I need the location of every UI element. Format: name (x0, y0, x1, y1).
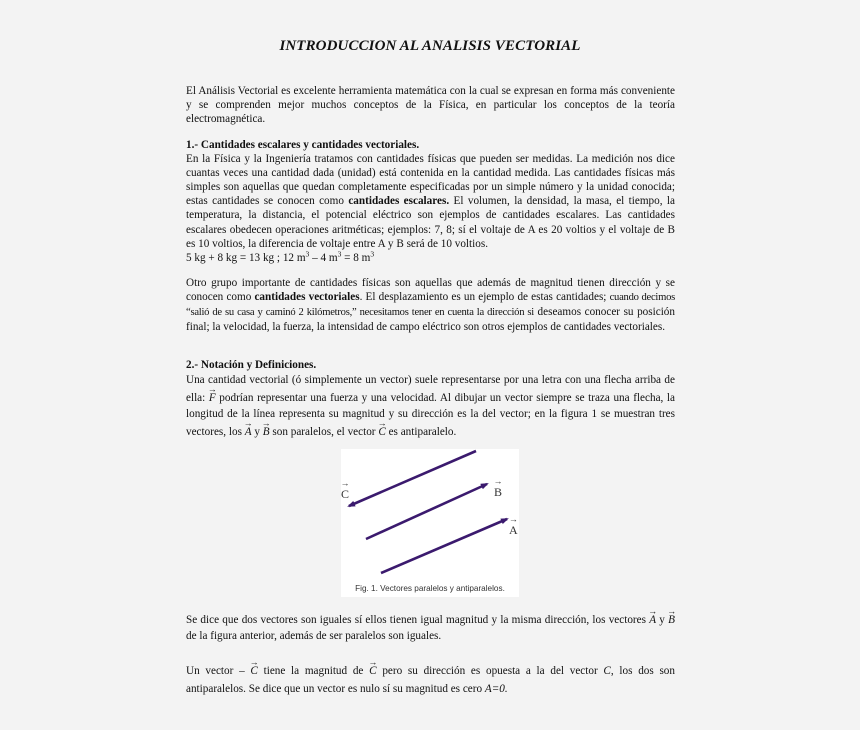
section-2-heading: 2.- Notación y Definiciones. (186, 359, 317, 371)
vector-C-symbol: → C (369, 660, 376, 680)
vectors-diagram (341, 449, 519, 597)
label-C: → C (341, 487, 349, 502)
label-A: → A (509, 523, 518, 538)
conjunction: y (251, 426, 263, 439)
example-part: = 8 m (341, 251, 371, 264)
antiparallel-text-d: , los dos son antiparalelos. Se dice que un vector es nulo sí su magnitud es cero (186, 665, 675, 695)
vector-term: cantidades vectoriales (254, 291, 360, 304)
section-2-text: Una cantidad vectorial (ó simplemente un vector) suele representarse por una letra con una flecha arriba de ella: (186, 374, 675, 405)
label-B: → B (494, 485, 502, 500)
exponent: 3 (305, 249, 310, 259)
equal-text-end: de la figura anterior, además de ser paralelos son iguales. (186, 630, 442, 642)
scalar-term: cantidades escalares. (348, 195, 450, 208)
antiparallel-paragraph (186, 660, 675, 698)
vector-A-symbol: → A (649, 610, 656, 628)
null-vector-equation: A=0. (484, 683, 508, 695)
antiparallel-text: Un vector (186, 665, 240, 677)
section-1-text-cont: El volumen, la densidad, la masa, el tiempo, la temperatura, la distancia, el potencial eléctrico son ejemplos de cantidades escalares. Las cantidades escalares obedecen operaciones aritméticas; ejemplos: 7, 8; sí el voltaje de A es 20 voltios y el voltaje de B es 10 voltios, la diferencia de voltaje entre A y B será de 10 voltios. (186, 195, 675, 250)
equal-vectors-paragraph (186, 610, 675, 644)
section-2 (186, 358, 675, 440)
example-part: – 4 m (309, 251, 338, 264)
section-2-text-e: es antiparalelo. (385, 426, 457, 439)
section-1-heading: 1.- Cantidades escalares y cantidades vectoriales. (186, 139, 420, 151)
exponent: 3 (370, 249, 375, 259)
section-1 (186, 138, 675, 265)
vector-C-letter: C (603, 665, 611, 677)
section-2-text-cont: podrían representar una fuerza y una velocidad. Al dibujar un vector siempre se traza una flecha, la longitud de la línea representa su magnitud y su dirección es la del vector; en la figura 1 se muestran tres vectores, los (186, 392, 675, 439)
vector-A-symbol: → A (245, 422, 252, 440)
intro-paragraph: El Análisis Vectorial es excelente herramienta matemática con la cual se expresan en forma más conveniente y se comprenden mejor muchos conceptos de la Física, en particular los conceptos de la teoría electromagnética. (186, 85, 675, 126)
vector-paragraph (186, 276, 675, 334)
vector-B-symbol: → B (668, 610, 675, 628)
vector-A-arrow (381, 519, 507, 573)
exponent: 3 (337, 249, 342, 259)
figure-caption: Fig. 1. Vectores paralelos y antiparalelos. (355, 584, 505, 593)
section-1-body (186, 152, 675, 251)
vector-B-arrow (366, 484, 487, 539)
equal-text: Se dice que dos vectores son iguales sí ellos tienen igual magnitud y la misma dirección, los vectores (186, 614, 650, 626)
section-2-text-d: son paralelos, el vector (269, 426, 379, 439)
minus-sign: – (239, 665, 251, 677)
scalar-example (186, 251, 675, 265)
section-1-text: En la Física y la Ingeniería tratamos con cantidades físicas que pueden ser medidas. La medición nos dice cuantas veces una cantidad dada (unidad) está contenida en la cantidad medida. Las cantidades físicas más simples son aquellas que quedan completamente especificadas por un simple número y la unidad conocida; estas cantidades se conocen como (186, 153, 675, 208)
vector-text-cont: . El desplazamiento es un ejemplo de estas cantidades; (359, 291, 610, 304)
vector-text-end: deseamos conocer su posición final; la velocidad, la fuerza, la intensidad de campo eléctrico son otros ejemplos de cantidades vectoriales. (186, 306, 675, 334)
vector-F-symbol: → F (209, 388, 216, 406)
section-2-body (186, 372, 675, 440)
antiparallel-text-b: tiene la magnitud de (257, 665, 370, 677)
quoted-example: cuando decimos “salió de su casa y caminó 2 kilómetros,” necesitamos tener en cuenta la dirección si (186, 292, 675, 319)
vector-C-symbol: → C (378, 422, 385, 440)
conjunction: y (656, 614, 669, 626)
document-title: INTRODUCCION AL ANALISIS VECTORIAL (279, 38, 581, 54)
vector-C-symbol: → C (250, 660, 257, 680)
figure-1 (341, 449, 519, 597)
example-part: 5 kg + 8 kg = 13 kg ; 12 m (186, 251, 306, 264)
vector-text: Otro grupo importante de cantidades físicas son aquellas que además de magnitud tienen dirección y se conocen como (186, 277, 675, 304)
antiparallel-text-c: pero su dirección es opuesta a la del vector (376, 665, 604, 677)
vector-B-symbol: → B (263, 422, 270, 440)
